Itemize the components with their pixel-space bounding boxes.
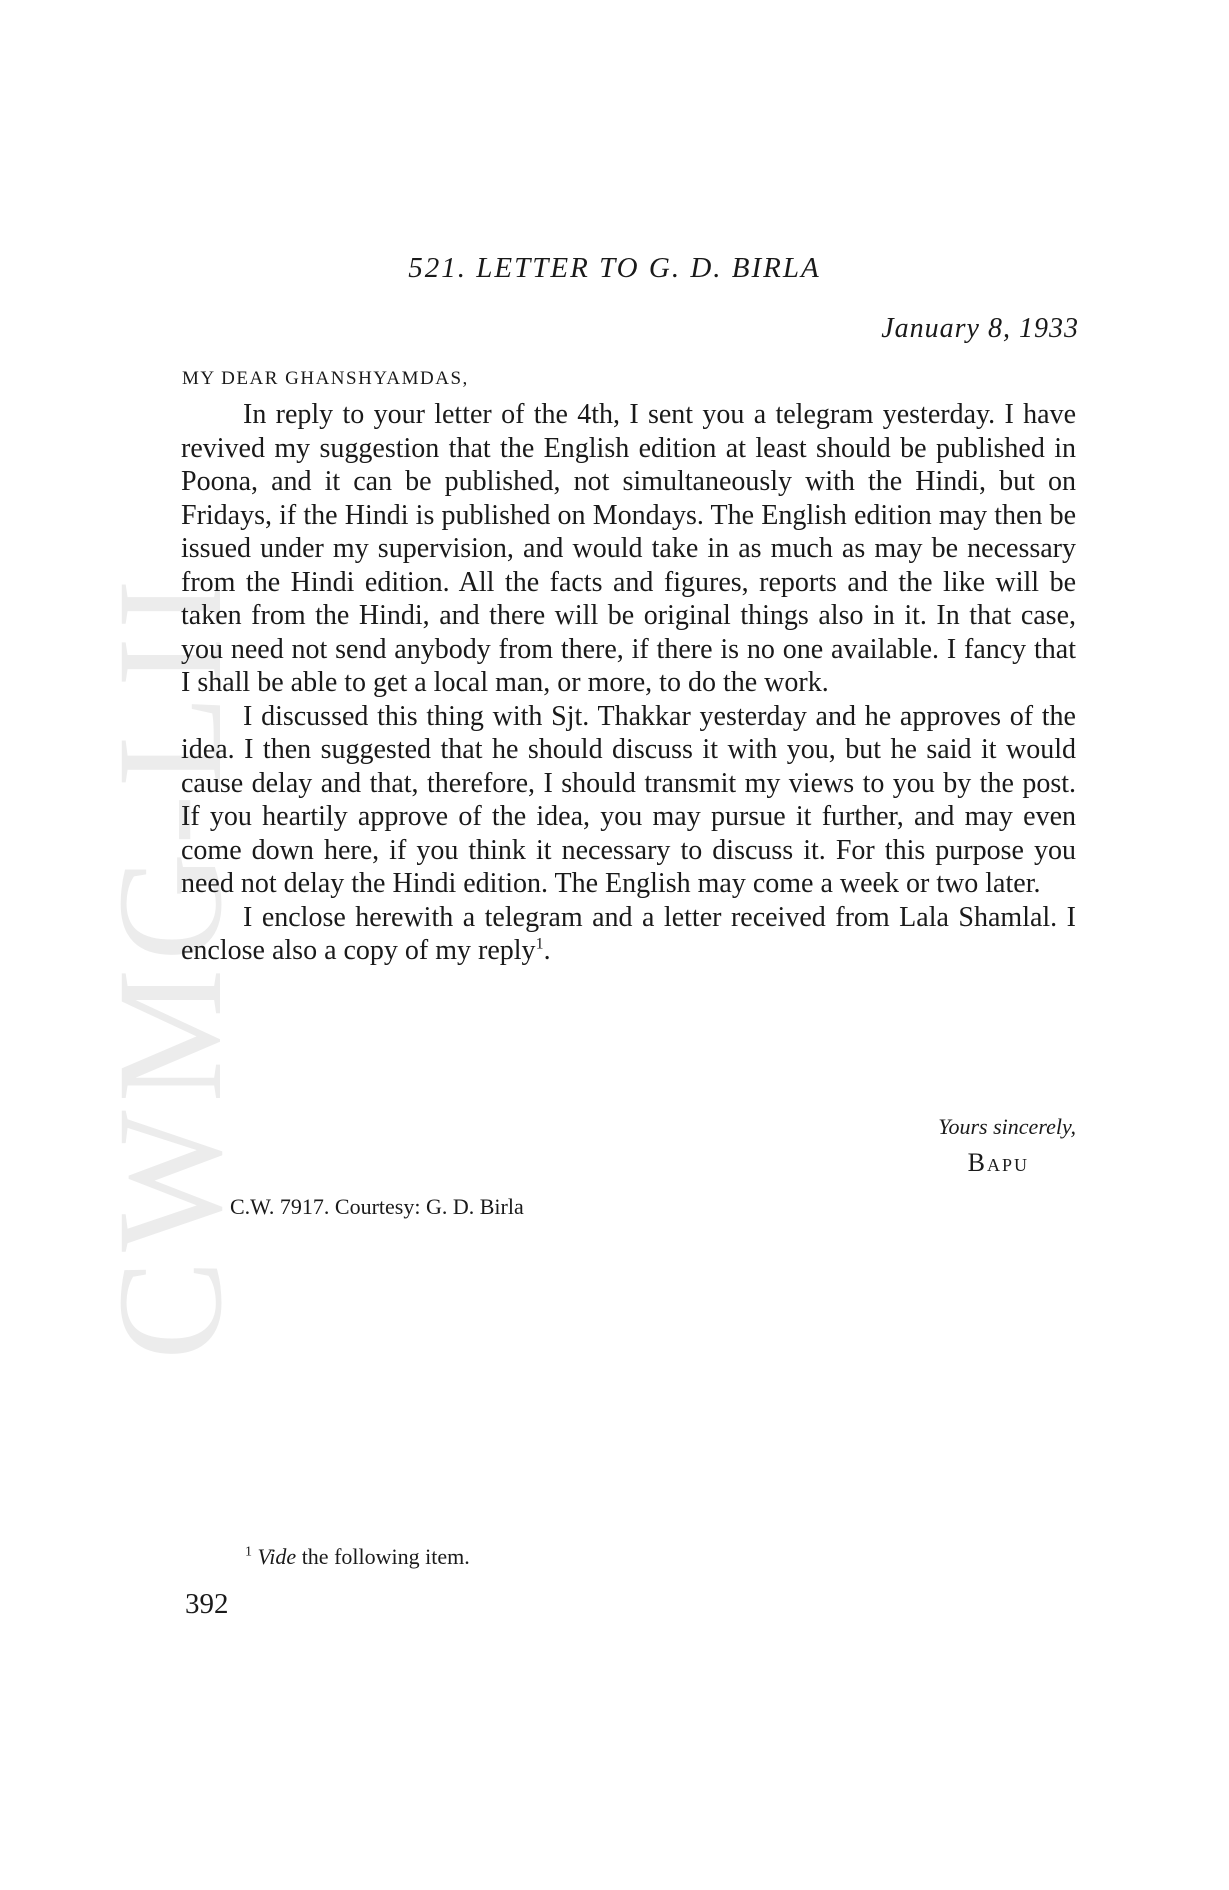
body-paragraph-1: In reply to your letter of the 4th, I sent you a telegram yesterday. I have revived my suggestion that the English edition at least should be published in Poona, and it can be published, not simultaneously with the Hindi, but on Fridays, if the Hindi is published on Mondays. The English edition may then be issued under my supervision, and would take in as much as may be necessary from the Hindi edition. All the facts and figures, reports and the like will be taken from the Hindi, and there will be original things also in it. In that case, you need not send anybody from there, if there is no one available. I fancy that I shall be able to get a local man, or more, to do the work. xyxy=(181,399,1076,698)
letter-date: January 8, 1933 xyxy=(881,313,1079,344)
watermark-text: CWMG-LII xyxy=(87,571,253,1360)
signature-name: Bapu xyxy=(967,1148,1029,1177)
body-paragraph-3-text: I enclose herewith a telegram and a letter received from Lala Shamlal. I enclose also a copy of my reply xyxy=(181,901,1076,966)
page-number: 392 xyxy=(185,1588,229,1620)
body-paragraph-3: I enclose herewith a telegram and a letter received from Lala Shamlal. I enclose also a copy of my reply$^1$. xyxy=(181,901,1076,966)
signature-closing: Yours sincerely, xyxy=(938,1114,1076,1139)
footnote-vide: Vide xyxy=(257,1544,297,1569)
footnote-text: the following item. xyxy=(296,1544,470,1569)
footnote-number: 1 xyxy=(245,1544,252,1560)
footnote-reference: 1 xyxy=(535,935,544,953)
source-citation: C.W. 7917. Courtesy: G. D. Birla xyxy=(230,1194,524,1219)
footnote xyxy=(245,1544,470,1570)
salutation: MY DEAR GHANSHYAMDAS, xyxy=(182,368,469,389)
body-paragraph-2: I discussed this thing with Sjt. Thakkar yesterday and he approves of the idea. I then suggested that he should discuss it with you, but he said it would cause delay and that, therefore, I should transmit my views to you by the post. If you heartily approve of the idea, you may pursue it further, and may even come down here, if you think it necessary to discuss it. For this purpose you need not delay the Hindi edition. The English may come a week or two later. xyxy=(181,700,1076,899)
letter-body xyxy=(181,398,1076,968)
letter-title: 521. LETTER TO G. D. BIRLA xyxy=(408,252,821,284)
